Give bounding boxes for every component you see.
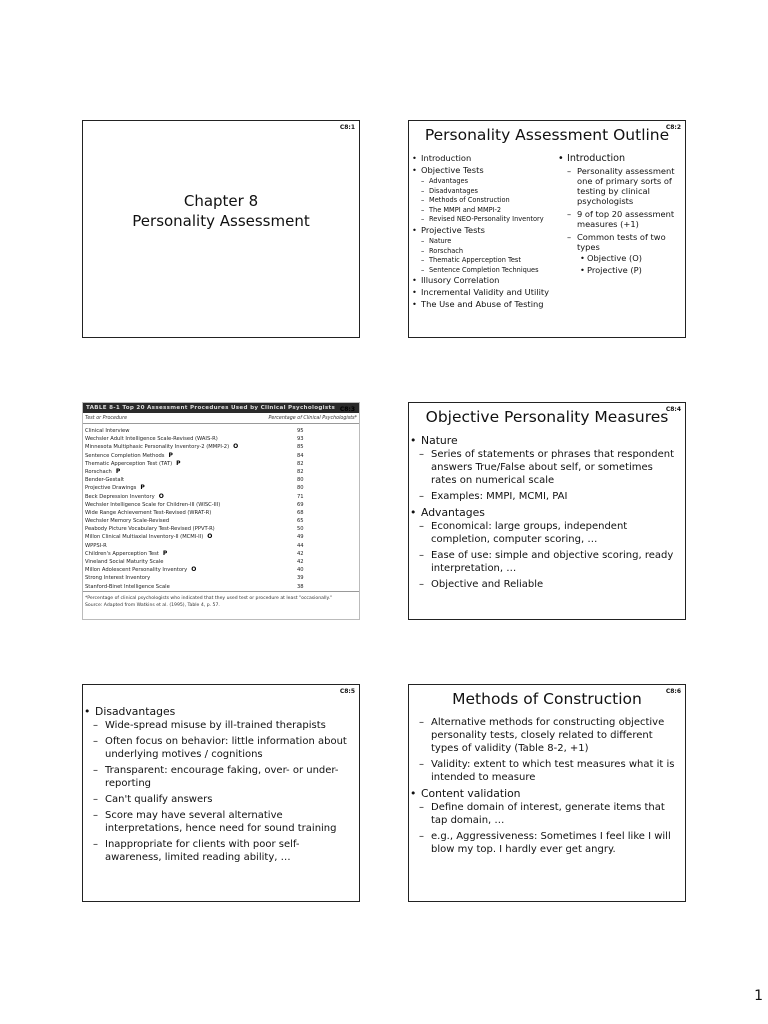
procedure-name: Wechsler Memory Scale-Revised (85, 518, 170, 525)
bullet-subitem: – Can't qualify answers (83, 793, 355, 806)
slide-title: Methods of Construction (452, 690, 642, 708)
percentage-cell: 82 (297, 460, 304, 467)
percentage-cell: 68 (297, 509, 304, 516)
slide-title-line2: Personality Assessment (132, 212, 310, 230)
outline-item: • Projective Tests (411, 225, 561, 236)
outline-item: • Objective Tests (411, 165, 561, 176)
footnote-line: Source: Adapted from Watkins et al. (1995), Table 4, p. 57. (85, 602, 220, 608)
table-row (83, 566, 359, 574)
bullet-subitem: – Define domain of interest, generate items that tap domain, … (409, 801, 681, 827)
procedure-cell (85, 574, 150, 582)
outline-item: • Incremental Validity and Utility (411, 287, 561, 298)
slide-5 (82, 684, 360, 902)
procedure-name: Rorschach (85, 468, 112, 475)
bullet-list (409, 434, 685, 591)
percentage-cell: 40 (297, 567, 304, 574)
procedure-name: Minnesota Multiphasic Personality Inventory-2 (MMPI-2) (85, 444, 230, 451)
percentage-cell: 85 (297, 444, 304, 451)
table-row (83, 484, 359, 492)
bullet-subitem: – Objective and Reliable (409, 578, 681, 591)
procedure-name: Millon Clinical Multiaxial Inventory-II (MCMI-II) (85, 534, 204, 541)
percentage-cell: 71 (297, 493, 304, 500)
procedure-cell (85, 558, 164, 566)
test-type-mark: O (158, 492, 164, 500)
percentage-cell: 80 (297, 477, 304, 484)
procedure-cell (85, 460, 181, 468)
table-row (83, 533, 359, 541)
slide-id: C8:4 (665, 406, 681, 413)
slide-id: C8:5 (339, 688, 355, 695)
bullet-item: • Nature (409, 434, 681, 447)
bullet-subitem: – Series of statements or phrases that respondent answers True/False about self, or sometimes rates on numerical scale (409, 448, 681, 487)
outline-subitem: – The MMPI and MMPI-2 (411, 206, 561, 216)
procedure-name: Projective Drawings (85, 485, 137, 492)
test-type-mark: O (233, 443, 239, 451)
procedure-cell (85, 468, 120, 476)
slide-title: Personality Assessment Outline (424, 126, 670, 144)
procedure-name: Vineland Social Maturity Scale (85, 559, 164, 565)
table-row (83, 525, 359, 533)
table-row (83, 517, 359, 525)
table-footnote (83, 591, 359, 609)
procedure-name: Wechsler Intelligence Scale for Children-III (WISC-III) (85, 501, 221, 508)
bullet-subitem: – Validity: extent to which test measures what it is intended to measure (409, 758, 681, 784)
outline-item: • The Use and Abuse of Testing (411, 299, 561, 310)
table-header (83, 413, 359, 424)
table-row (83, 574, 359, 582)
test-type-mark: P (140, 484, 145, 492)
bullet-item: • Disadvantages (83, 705, 355, 718)
intro-point: – 9 of top 20 assessment measures (+1) (557, 209, 685, 229)
bullet-subitem: – Wide-spread misuse by ill-trained therapists (83, 719, 355, 732)
percentage-cell: 49 (297, 534, 304, 541)
procedure-cell (85, 443, 238, 451)
procedure-cell (85, 493, 164, 501)
procedure-name: Strong Interest Inventory (85, 575, 151, 582)
bullet-item: • Content validation (409, 787, 681, 800)
outline-subitem: – Sentence Completion Techniques (411, 266, 561, 276)
table-body (83, 424, 359, 591)
bullet-subitem: – Score may have several alternative interpretations, hence need for sound training (83, 809, 355, 835)
test-type-mark: O (191, 566, 197, 574)
footnote-line: *Percentage of clinical psychologists who indicated that they used test or procedure at least "occasionally." (85, 595, 333, 601)
intro-list (557, 153, 685, 276)
slide-4 (408, 402, 686, 620)
procedure-cell (85, 583, 170, 591)
page-number: 1 (754, 988, 763, 1004)
bullet-subitem: – Alternative methods for constructing objective personality tests, closely related to different types of validity (Table 8-2, +1) (409, 716, 681, 755)
procedure-cell (85, 476, 124, 484)
slide-6 (408, 684, 686, 902)
procedure-name: Children's Apperception Test (85, 550, 159, 557)
percentage-cell: 69 (297, 501, 304, 508)
procedure-name: Wechsler Adult Intelligence Scale-Revised (WAIS-R) (85, 436, 218, 443)
procedure-cell (85, 501, 220, 509)
outline-subitem: – Nature (411, 237, 561, 247)
procedure-cell (85, 525, 215, 533)
table-row (83, 509, 359, 517)
percentage-cell: 84 (297, 452, 304, 459)
slide-id: C8:2 (665, 124, 681, 131)
slide-1 (82, 120, 360, 338)
procedure-name: Sentence Completion Methods (85, 452, 165, 459)
procedure-cell (85, 509, 211, 517)
procedure-cell (85, 566, 196, 574)
bullet-subitem: – Often focus on behavior: little information about underlying motives / cognitions (83, 735, 355, 761)
procedure-cell (85, 427, 129, 435)
slide-id: C8:6 (665, 688, 681, 695)
procedure-name: Peabody Picture Vocabulary Test-Revised (PPVT-R) (85, 526, 215, 533)
bullet-subitem: – Transparent: encourage faking, over- or under-reporting (83, 764, 355, 790)
procedure-cell (85, 533, 212, 541)
percentage-cell: 39 (297, 575, 304, 582)
bullet-subitem: – Examples: MMPI, MCMI, PAI (409, 490, 681, 503)
test-type-mark: P (115, 467, 121, 475)
procedure-cell (85, 484, 145, 492)
column-header: Test or Procedure (85, 416, 128, 421)
table-row (83, 550, 359, 558)
table-row (83, 468, 359, 476)
bullet-subitem: – e.g., Aggressiveness: Sometimes I feel like I will blow my top. I hardly ever get angry. (409, 830, 681, 856)
bullet-subitem: – Ease of use: simple and objective scoring, ready interpretation, … (409, 549, 681, 575)
outline-item: • Illusory Correlation (411, 275, 561, 286)
bullet-subitem: – Economical: large groups, independent completion, computer scoring, … (409, 520, 681, 546)
table-row (83, 583, 359, 591)
percentage-cell: 93 (297, 436, 304, 443)
table-row (83, 493, 359, 501)
procedure-name: Thematic Apperception Test (TAT) (85, 460, 173, 467)
slide-title: Objective Personality Measures (425, 408, 669, 426)
outline-subitem: – Thematic Apperception Test (411, 256, 561, 266)
slide-2 (408, 120, 686, 338)
table-row (83, 542, 359, 550)
outline-subitem: – Advantages (411, 177, 561, 187)
outline-subitem: – Disadvantages (411, 187, 561, 197)
percentage-cell: 82 (297, 468, 304, 475)
table-row (83, 452, 359, 460)
bullet-item: • Advantages (409, 506, 681, 519)
procedure-cell (85, 435, 218, 443)
table-row (83, 460, 359, 468)
procedure-name: Millon Adolescent Personality Inventory (85, 567, 188, 574)
outline-subitem: – Rorschach (411, 247, 561, 257)
test-type-mark: P (176, 459, 181, 467)
table-row (83, 443, 359, 451)
test-type: • Objective (O) (557, 252, 685, 264)
bullet-list (409, 716, 685, 856)
procedure-cell (85, 550, 167, 558)
outline-list (411, 153, 561, 311)
bullet-subitem: – Inappropriate for clients with poor self-awareness, limited reading ability, … (83, 838, 355, 864)
procedure-cell (85, 542, 107, 550)
intro-heading: • Introduction (557, 153, 685, 165)
procedure-name: Beck Depression Inventory (85, 493, 155, 500)
test-type-mark: O (207, 533, 213, 541)
outline-item: • Introduction (411, 153, 561, 164)
table-row (83, 427, 359, 435)
table-row (83, 435, 359, 443)
percentage-cell: 95 (297, 428, 304, 434)
procedure-name: Bender-Gestalt (85, 477, 124, 484)
table-title: TABLE 8-1 Top 20 Assessment Procedures Used by Clinical Psychologists (83, 403, 359, 413)
outline-subitem: – Revised NEO-Personality Inventory (411, 215, 561, 225)
test-type-mark: P (168, 451, 173, 459)
percentage-cell: 50 (297, 526, 304, 533)
procedure-name: Wide Range Achievement Test-Revised (WRAT-R) (85, 509, 212, 516)
test-type-mark: P (162, 549, 168, 557)
column-header: Percentage of Clinical Psychologists* (268, 416, 357, 421)
slide-3 (82, 402, 360, 620)
procedure-name: WPPSI-R (85, 542, 107, 549)
percentage-cell: 42 (297, 550, 304, 557)
percentage-cell: 80 (297, 485, 304, 492)
test-type: • Projective (P) (557, 264, 685, 276)
percentage-cell: 44 (297, 542, 304, 549)
slide-title-line1: Chapter 8 (183, 192, 259, 210)
procedure-cell (85, 517, 169, 525)
percentage-cell: 65 (297, 518, 304, 525)
percentage-cell: 38 (297, 583, 304, 590)
procedure-name: Clinical Interview (85, 428, 130, 434)
outline-subitem: – Methods of Construction (411, 196, 561, 206)
slide-id: C8:3 (339, 406, 355, 413)
table-row (83, 558, 359, 566)
percentage-cell: 42 (297, 559, 304, 565)
table-row (83, 501, 359, 509)
procedure-cell (85, 452, 173, 460)
procedure-name: Stanford-Binet Intelligence Scale (85, 583, 170, 590)
bullet-list (83, 705, 359, 864)
table-row (83, 476, 359, 484)
intro-point: – Personality assessment one of primary sorts of testing by clinical psychologists (557, 166, 685, 206)
slide-id: C8:1 (339, 124, 355, 131)
intro-point: – Common tests of two types (557, 232, 685, 252)
